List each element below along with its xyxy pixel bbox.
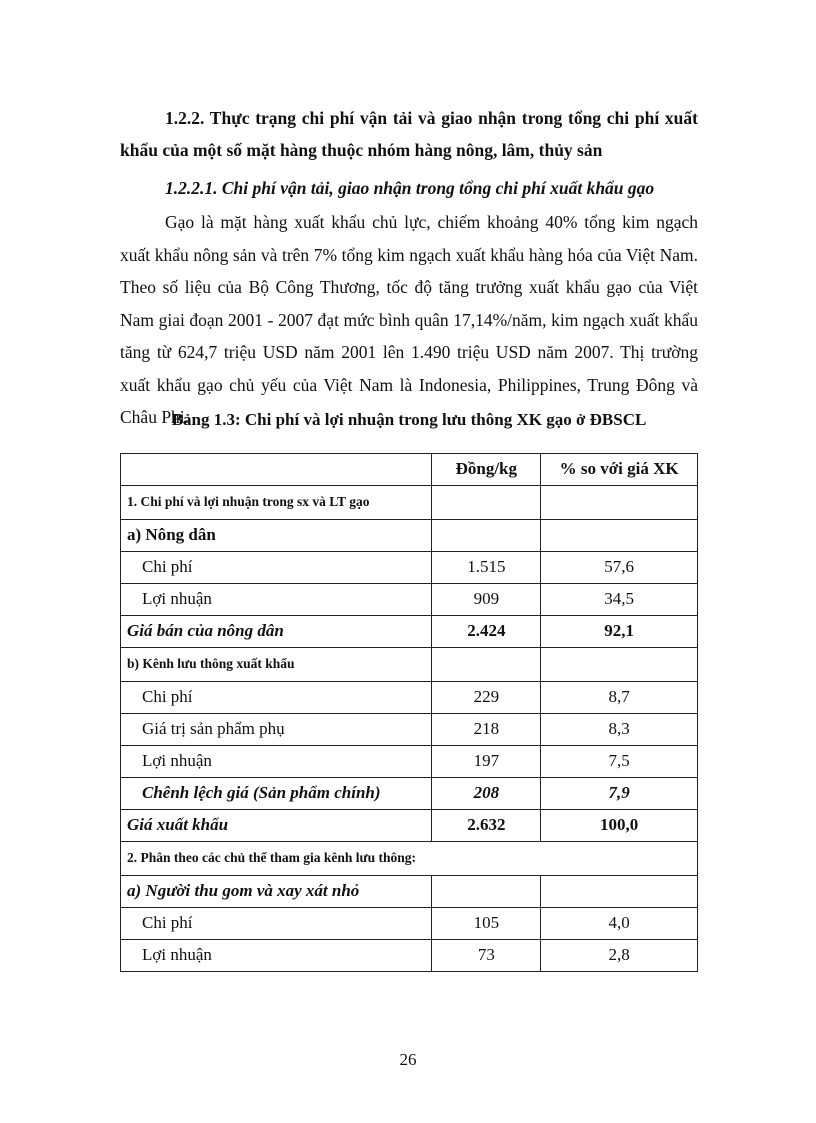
table-row [121,908,698,940]
row-percent: 7,5 [541,746,698,778]
row-percent: 100,0 [541,810,698,842]
table-row [121,714,698,746]
table-row [121,876,698,908]
body-paragraph: Gạo là mặt hàng xuất khẩu chủ lực, chiếm khoảng 40% tổng kim ngạch xuất khẩu nông sản và trên 7% tổng kim ngạch xuất khẩu hàng hóa của Việt Nam. Theo số liệu của Bộ Công Thương, tốc độ tăng trưởng xuất khẩu gạo của Việt Nam giai đoạn 2001 - 2007 đạt mức bình quân 17,14%/năm, kim ngạch xuất khẩu tăng từ 624,7 triệu USD năm 2001 lên 1.490 triệu USD năm 2007. Thị trường xuất khẩu gạo chủ yếu của Việt Nam là Indonesia, Philippines, Trung Đông và Châu Phi. [120,212,698,427]
table-row [121,584,698,616]
row-label: a) Nông dân [121,520,432,552]
row-percent: 2,8 [541,940,698,972]
row-value: 909 [432,584,541,616]
table-header-row [121,454,698,486]
row-percent [541,648,698,682]
row-value [432,486,541,520]
row-label: 1. Chi phí và lợi nhuận trong sx và LT gạo [121,486,432,520]
row-label: Giá trị sản phẩm phụ [121,714,432,746]
row-value: 229 [432,682,541,714]
header-percent-cell: % so với giá XK [541,454,698,486]
table-row [121,842,698,876]
row-label: Chi phí [121,908,432,940]
row-percent: 8,3 [541,714,698,746]
row-label: Chênh lệch giá (Sản phẩm chính) [121,778,432,810]
row-value: 218 [432,714,541,746]
row-label: Chi phí [121,552,432,584]
table-row [121,486,698,520]
table-row [121,648,698,682]
row-value: 197 [432,746,541,778]
row-percent: 7,9 [541,778,698,810]
page-number: 26 [399,1050,417,1069]
header-empty-cell [121,454,432,486]
row-value [432,520,541,552]
row-value: 2.632 [432,810,541,842]
row-percent [541,486,698,520]
row-percent: 34,5 [541,584,698,616]
table-row [121,746,698,778]
row-percent [541,876,698,908]
subsection-heading: 1.2.2.1. Chi phí vận tải, giao nhận trong tổng chi phí xuất khẩu gạo [165,178,655,198]
table-row [121,552,698,584]
row-label: a) Người thu gom và xay xát nhỏ [121,876,432,908]
table-row [121,940,698,972]
table-row [121,520,698,552]
row-percent: 8,7 [541,682,698,714]
row-value: 105 [432,908,541,940]
row-label: Lợi nhuận [121,940,432,972]
row-label: b) Kênh lưu thông xuất khẩu [121,648,432,682]
row-label: 2. Phân theo các chủ thể tham gia kênh lưu thông: [121,842,698,876]
row-label: Chi phí [121,682,432,714]
row-percent: 92,1 [541,616,698,648]
row-label: Lợi nhuận [121,584,432,616]
table-caption: Bảng 1.3: Chi phí và lợi nhuận trong lưu thông XK gạo ở ĐBSCL [171,410,647,429]
table-row [121,778,698,810]
row-value: 1.515 [432,552,541,584]
row-percent: 57,6 [541,552,698,584]
table-row [121,616,698,648]
row-label: Lợi nhuận [121,746,432,778]
row-value: 73 [432,940,541,972]
section-heading: 1.2.2. Thực trạng chi phí vận tải và giao nhận trong tổng chi phí xuất khẩu của một số mặt hàng thuộc nhóm hàng nông, lâm, thủy sản [120,108,698,160]
table-row [121,682,698,714]
header-unit-cell: Đồng/kg [432,454,541,486]
row-value [432,648,541,682]
row-value [432,876,541,908]
row-label: Giá bán của nông dân [121,616,432,648]
table-row [121,810,698,842]
row-value: 2.424 [432,616,541,648]
cost-profit-table [120,453,698,972]
row-label: Giá xuất khẩu [121,810,432,842]
row-percent: 4,0 [541,908,698,940]
row-percent [541,520,698,552]
row-value: 208 [432,778,541,810]
